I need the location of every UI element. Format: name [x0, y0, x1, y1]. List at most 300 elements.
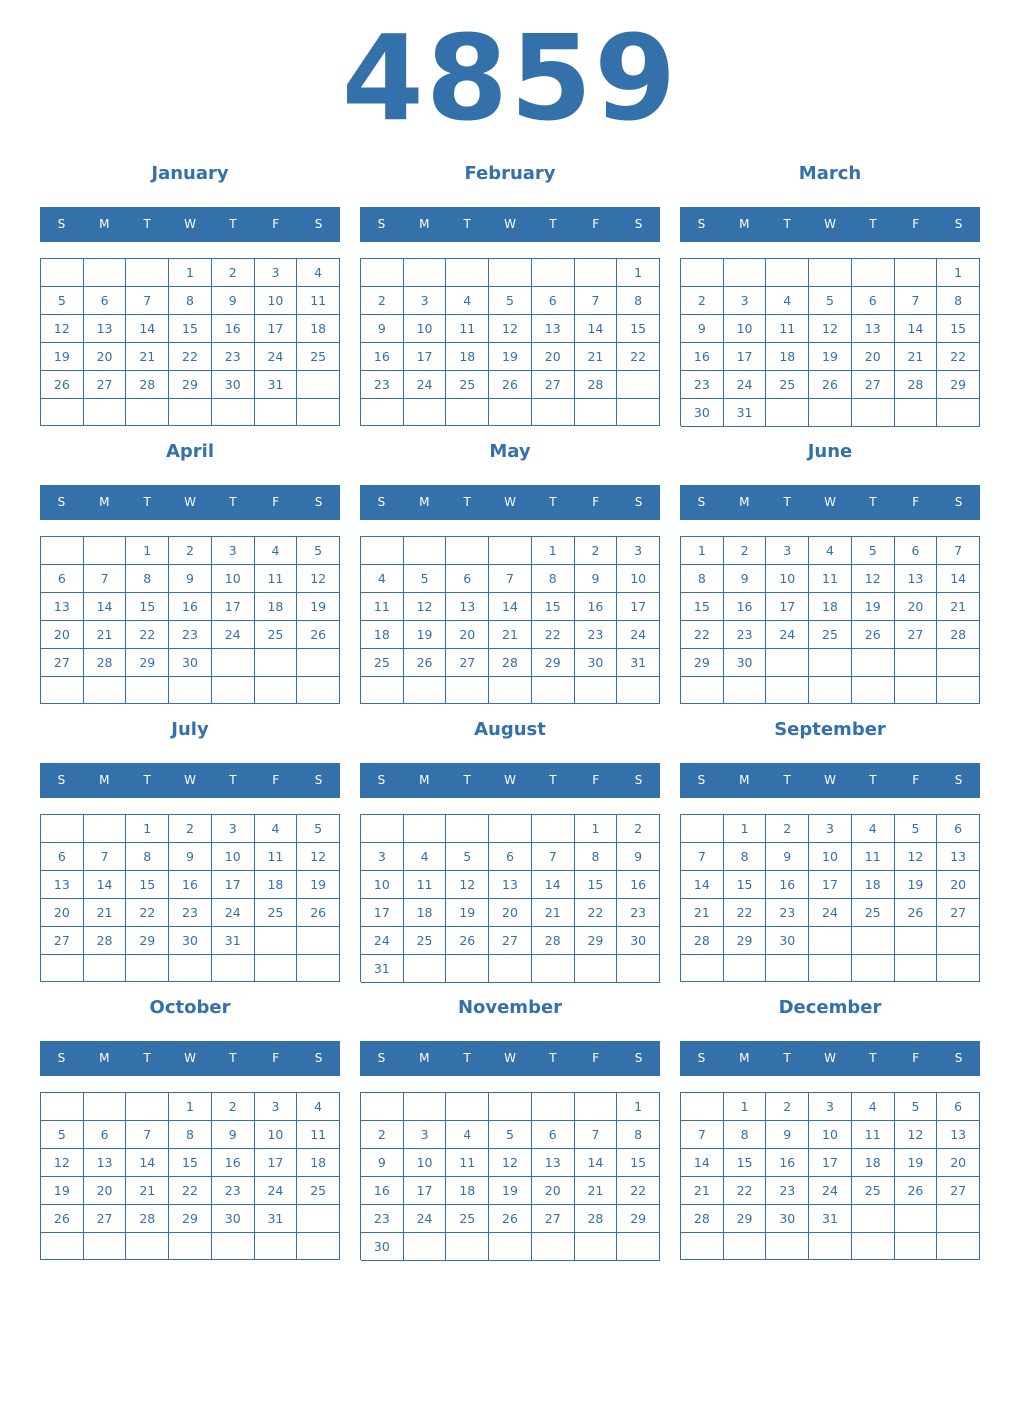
day-cell: 28 [681, 927, 724, 955]
day-grid [680, 258, 980, 426]
empty-cell [617, 955, 660, 983]
day-grid [680, 536, 980, 704]
day-cell: 12 [895, 1121, 938, 1149]
empty-cell [809, 399, 852, 427]
empty-cell [809, 927, 852, 955]
empty-cell [446, 955, 489, 983]
day-cell: 23 [766, 899, 809, 927]
day-cell: 2 [361, 287, 404, 315]
day-cell: 19 [852, 593, 895, 621]
day-cell: 14 [895, 315, 938, 343]
day-cell: 7 [575, 1121, 618, 1149]
day-cell: 29 [169, 1205, 212, 1233]
day-cell: 9 [212, 1121, 255, 1149]
day-cell: 18 [852, 1149, 895, 1177]
day-cell: 7 [126, 287, 169, 315]
empty-cell [169, 677, 212, 704]
weekday-label: T [549, 217, 557, 231]
day-cell: 23 [212, 343, 255, 371]
day-cell: 17 [809, 1149, 852, 1177]
day-cell: 8 [617, 287, 660, 315]
day-cell: 9 [766, 1121, 809, 1149]
day-cell: 31 [255, 371, 298, 399]
empty-cell [895, 259, 938, 287]
day-cell: 12 [41, 1149, 84, 1177]
day-cell: 2 [575, 537, 618, 565]
day-cell: 13 [852, 315, 895, 343]
empty-cell [852, 1205, 895, 1233]
empty-cell [532, 955, 575, 983]
day-cell: 24 [404, 371, 447, 399]
weekday-label: W [184, 217, 196, 231]
empty-cell [41, 399, 84, 426]
day-cell: 27 [895, 621, 938, 649]
day-cell: 20 [84, 343, 127, 371]
empty-cell [361, 259, 404, 287]
empty-cell [446, 537, 489, 565]
day-cell: 7 [575, 287, 618, 315]
weekday-header [680, 1041, 980, 1076]
empty-cell [255, 1233, 298, 1260]
day-cell: 12 [297, 843, 340, 871]
day-cell: 19 [41, 343, 84, 371]
empty-cell [41, 955, 84, 982]
day-cell: 3 [724, 287, 767, 315]
day-cell: 8 [681, 565, 724, 593]
day-cell: 13 [937, 843, 980, 871]
weekday-label: T [463, 1051, 471, 1065]
day-cell: 11 [852, 1121, 895, 1149]
day-cell: 1 [532, 537, 575, 565]
day-cell: 12 [809, 315, 852, 343]
day-cell: 29 [126, 649, 169, 677]
day-cell: 2 [766, 815, 809, 843]
day-cell: 10 [255, 287, 298, 315]
day-cell: 8 [724, 843, 767, 871]
day-cell: 7 [489, 565, 532, 593]
day-cell: 6 [937, 1093, 980, 1121]
day-cell: 12 [404, 593, 447, 621]
day-cell: 28 [489, 649, 532, 677]
day-cell: 2 [212, 259, 255, 287]
day-cell: 1 [169, 259, 212, 287]
day-cell: 28 [126, 1205, 169, 1233]
day-cell: 16 [617, 871, 660, 899]
day-cell: 30 [169, 649, 212, 677]
day-cell: 31 [617, 649, 660, 677]
day-cell: 24 [212, 621, 255, 649]
day-cell: 9 [724, 565, 767, 593]
weekday-label: M [99, 1051, 110, 1065]
day-cell: 10 [766, 565, 809, 593]
weekday-label: M [419, 495, 430, 509]
day-cell: 27 [852, 371, 895, 399]
day-cell: 3 [617, 537, 660, 565]
day-cell: 5 [852, 537, 895, 565]
day-cell: 15 [937, 315, 980, 343]
day-cell: 31 [361, 955, 404, 983]
day-cell: 6 [84, 1121, 127, 1149]
empty-cell [937, 1205, 980, 1233]
weekday-label: W [184, 773, 196, 787]
day-cell: 6 [895, 537, 938, 565]
day-cell: 25 [255, 621, 298, 649]
day-grid [40, 814, 340, 982]
day-cell: 7 [532, 843, 575, 871]
empty-cell [126, 399, 169, 426]
day-cell: 5 [895, 815, 938, 843]
day-cell: 21 [126, 343, 169, 371]
weekday-label: T [869, 773, 877, 787]
day-cell: 15 [724, 871, 767, 899]
weekday-label: S [57, 495, 66, 509]
day-cell: 5 [41, 1121, 84, 1149]
month-title: September [774, 719, 886, 740]
day-cell: 20 [532, 1177, 575, 1205]
day-cell: 2 [212, 1093, 255, 1121]
day-cell: 10 [255, 1121, 298, 1149]
empty-cell [255, 955, 298, 982]
weekday-label: W [824, 217, 836, 231]
weekday-label: S [377, 495, 386, 509]
day-cell: 20 [446, 621, 489, 649]
empty-cell [297, 1233, 340, 1260]
day-cell: 2 [169, 815, 212, 843]
weekday-label: S [314, 495, 323, 509]
weekday-label: M [739, 217, 750, 231]
day-cell: 25 [446, 1205, 489, 1233]
weekday-label: F [272, 773, 280, 787]
day-cell: 8 [937, 287, 980, 315]
empty-cell [361, 1093, 404, 1121]
day-cell: 7 [681, 843, 724, 871]
weekday-label: W [184, 495, 196, 509]
day-cell: 31 [724, 399, 767, 427]
day-cell: 21 [895, 343, 938, 371]
empty-cell [937, 649, 980, 677]
day-cell: 13 [41, 593, 84, 621]
day-cell: 21 [532, 899, 575, 927]
day-cell: 8 [575, 843, 618, 871]
day-cell: 4 [297, 259, 340, 287]
weekday-label: T [143, 495, 151, 509]
day-cell: 11 [852, 843, 895, 871]
day-cell: 11 [446, 1149, 489, 1177]
empty-cell [575, 677, 618, 704]
empty-cell [895, 677, 938, 704]
empty-cell [895, 649, 938, 677]
day-cell: 16 [575, 593, 618, 621]
empty-cell [446, 399, 489, 426]
empty-cell [852, 927, 895, 955]
weekday-label: T [783, 495, 791, 509]
empty-cell [809, 677, 852, 704]
empty-cell [895, 1205, 938, 1233]
empty-cell [852, 649, 895, 677]
weekday-label: S [954, 773, 963, 787]
day-cell: 21 [489, 621, 532, 649]
empty-cell [532, 1093, 575, 1121]
day-cell: 29 [169, 371, 212, 399]
day-cell: 30 [681, 399, 724, 427]
empty-cell [297, 399, 340, 426]
weekday-label: F [272, 1051, 280, 1065]
day-cell: 20 [84, 1177, 127, 1205]
day-cell: 23 [575, 621, 618, 649]
empty-cell [84, 1233, 127, 1260]
empty-cell [489, 815, 532, 843]
weekday-label: T [463, 495, 471, 509]
empty-cell [41, 677, 84, 704]
empty-cell [404, 1233, 447, 1261]
day-cell: 24 [212, 899, 255, 927]
day-cell: 18 [766, 343, 809, 371]
weekday-label: M [739, 495, 750, 509]
day-cell: 25 [361, 649, 404, 677]
day-cell: 1 [937, 259, 980, 287]
weekday-label: F [592, 773, 600, 787]
day-cell: 18 [255, 593, 298, 621]
day-grid [360, 536, 660, 704]
empty-cell [895, 399, 938, 427]
weekday-label: S [634, 495, 643, 509]
empty-cell [895, 955, 938, 982]
weekday-label: M [739, 773, 750, 787]
day-cell: 6 [532, 287, 575, 315]
day-cell: 6 [41, 843, 84, 871]
day-cell: 3 [255, 259, 298, 287]
empty-cell [617, 399, 660, 426]
empty-cell [489, 1233, 532, 1261]
empty-cell [575, 955, 618, 983]
day-cell: 5 [489, 1121, 532, 1149]
day-cell: 7 [895, 287, 938, 315]
empty-cell [937, 399, 980, 427]
day-cell: 13 [532, 1149, 575, 1177]
day-cell: 21 [681, 1177, 724, 1205]
day-cell: 2 [169, 537, 212, 565]
empty-cell [895, 1233, 938, 1260]
day-cell: 2 [617, 815, 660, 843]
day-cell: 5 [297, 815, 340, 843]
day-cell: 3 [212, 537, 255, 565]
day-grid [680, 814, 980, 982]
day-cell: 9 [361, 315, 404, 343]
day-cell: 17 [212, 593, 255, 621]
day-cell: 6 [84, 287, 127, 315]
day-cell: 21 [84, 621, 127, 649]
day-cell: 21 [126, 1177, 169, 1205]
day-cell: 14 [84, 593, 127, 621]
empty-cell [297, 955, 340, 982]
day-cell: 19 [41, 1177, 84, 1205]
year-title: 4859 [341, 9, 679, 147]
day-cell: 26 [489, 1205, 532, 1233]
day-cell: 24 [617, 621, 660, 649]
day-cell: 14 [681, 871, 724, 899]
day-cell: 19 [489, 1177, 532, 1205]
empty-cell [852, 677, 895, 704]
weekday-label: S [697, 495, 706, 509]
empty-cell [297, 677, 340, 704]
day-cell: 1 [617, 259, 660, 287]
day-cell: 23 [169, 899, 212, 927]
day-cell: 28 [126, 371, 169, 399]
weekday-header [680, 207, 980, 242]
day-cell: 28 [895, 371, 938, 399]
month-title: October [149, 997, 231, 1018]
day-cell: 9 [617, 843, 660, 871]
day-cell: 14 [575, 315, 618, 343]
day-cell: 19 [297, 593, 340, 621]
day-cell: 15 [681, 593, 724, 621]
day-cell: 16 [212, 315, 255, 343]
day-cell: 27 [937, 899, 980, 927]
day-cell: 15 [617, 1149, 660, 1177]
day-cell: 22 [126, 899, 169, 927]
empty-cell [575, 259, 618, 287]
day-cell: 7 [84, 843, 127, 871]
empty-cell [724, 955, 767, 982]
day-cell: 14 [681, 1149, 724, 1177]
empty-cell [489, 399, 532, 426]
day-cell: 22 [532, 621, 575, 649]
day-cell: 3 [255, 1093, 298, 1121]
day-cell: 26 [852, 621, 895, 649]
day-cell: 25 [446, 371, 489, 399]
day-cell: 22 [681, 621, 724, 649]
day-cell: 2 [766, 1093, 809, 1121]
empty-cell [404, 537, 447, 565]
day-cell: 18 [852, 871, 895, 899]
day-cell: 10 [212, 565, 255, 593]
weekday-label: F [912, 1051, 920, 1065]
day-cell: 11 [766, 315, 809, 343]
empty-cell [681, 259, 724, 287]
empty-cell [126, 955, 169, 982]
day-cell: 26 [297, 621, 340, 649]
day-cell: 1 [126, 815, 169, 843]
empty-cell [681, 677, 724, 704]
weekday-label: S [377, 1051, 386, 1065]
month-title: August [474, 719, 546, 740]
day-cell: 22 [724, 1177, 767, 1205]
weekday-label: W [504, 1051, 516, 1065]
weekday-header [40, 763, 340, 798]
empty-cell [937, 677, 980, 704]
day-cell: 21 [575, 343, 618, 371]
day-cell: 25 [297, 1177, 340, 1205]
month-title: June [807, 441, 853, 462]
empty-cell [212, 955, 255, 982]
day-cell: 17 [617, 593, 660, 621]
empty-cell [852, 955, 895, 982]
weekday-label: W [824, 1051, 836, 1065]
day-cell: 29 [724, 927, 767, 955]
empty-cell [766, 399, 809, 427]
day-cell: 8 [169, 1121, 212, 1149]
day-cell: 19 [446, 899, 489, 927]
day-grid [40, 536, 340, 704]
empty-cell [532, 399, 575, 426]
day-cell: 22 [617, 343, 660, 371]
day-cell: 1 [681, 537, 724, 565]
day-cell: 8 [532, 565, 575, 593]
day-cell: 25 [766, 371, 809, 399]
day-cell: 17 [212, 871, 255, 899]
day-cell: 16 [212, 1149, 255, 1177]
day-cell: 14 [126, 1149, 169, 1177]
empty-cell [297, 927, 340, 955]
empty-cell [937, 927, 980, 955]
empty-cell [575, 1093, 618, 1121]
day-cell: 19 [297, 871, 340, 899]
day-cell: 16 [681, 343, 724, 371]
day-cell: 16 [169, 593, 212, 621]
weekday-label: T [549, 773, 557, 787]
empty-cell [126, 259, 169, 287]
day-cell: 8 [724, 1121, 767, 1149]
weekday-label: M [419, 1051, 430, 1065]
day-cell: 10 [724, 315, 767, 343]
empty-cell [852, 399, 895, 427]
weekday-label: S [697, 773, 706, 787]
weekday-label: T [869, 495, 877, 509]
day-cell: 24 [361, 927, 404, 955]
day-cell: 3 [809, 815, 852, 843]
day-cell: 9 [575, 565, 618, 593]
empty-cell [212, 1233, 255, 1260]
empty-cell [255, 677, 298, 704]
day-cell: 30 [361, 1233, 404, 1261]
day-cell: 17 [766, 593, 809, 621]
day-cell: 4 [297, 1093, 340, 1121]
weekday-label: S [57, 1051, 66, 1065]
day-cell: 15 [724, 1149, 767, 1177]
day-cell: 22 [575, 899, 618, 927]
weekday-label: M [99, 217, 110, 231]
month-title: December [778, 997, 882, 1018]
day-cell: 10 [404, 315, 447, 343]
day-cell: 28 [575, 371, 618, 399]
weekday-label: S [314, 773, 323, 787]
day-cell: 5 [809, 287, 852, 315]
weekday-header [40, 207, 340, 242]
day-cell: 27 [937, 1177, 980, 1205]
day-cell: 20 [41, 621, 84, 649]
day-cell: 4 [255, 815, 298, 843]
day-cell: 16 [766, 1149, 809, 1177]
weekday-label: T [229, 217, 237, 231]
empty-cell [617, 677, 660, 704]
day-cell: 15 [126, 871, 169, 899]
day-cell: 25 [852, 899, 895, 927]
day-cell: 18 [297, 315, 340, 343]
empty-cell [766, 955, 809, 982]
day-grid [40, 258, 340, 426]
day-cell: 26 [41, 371, 84, 399]
day-cell: 12 [41, 315, 84, 343]
weekday-label: T [463, 773, 471, 787]
empty-cell [766, 259, 809, 287]
weekday-label: S [57, 217, 66, 231]
day-cell: 9 [169, 843, 212, 871]
day-cell: 22 [724, 899, 767, 927]
weekday-label: S [634, 1051, 643, 1065]
weekday-label: M [99, 495, 110, 509]
day-cell: 2 [724, 537, 767, 565]
day-cell: 4 [766, 287, 809, 315]
